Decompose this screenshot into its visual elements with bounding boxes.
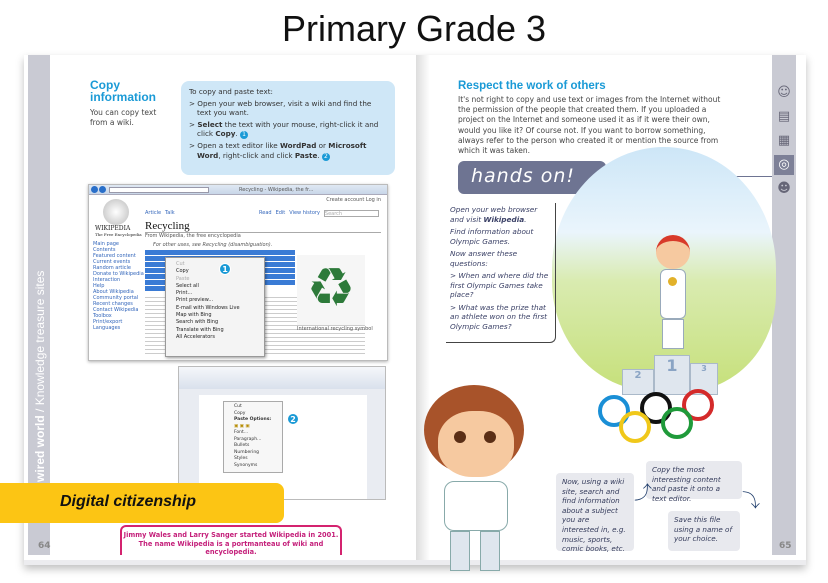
- slide-title: Primary Grade 3: [281, 8, 547, 49]
- tab-talk[interactable]: Talk: [165, 210, 175, 216]
- tip-bold: Microsoft Word: [197, 141, 367, 160]
- wiki-tagline: The Free Encyclopedia: [95, 232, 142, 237]
- question-2: > What was the prize that an athlete won on the first Olympic Games?: [450, 302, 548, 331]
- tip-bold: Copy: [215, 129, 236, 138]
- sidebar-link[interactable]: Interaction: [93, 277, 121, 283]
- article-actions: [259, 210, 379, 217]
- step-badge-2: 2: [287, 413, 299, 425]
- side-tab-bold: wired world: [33, 415, 47, 482]
- address-bar: [109, 187, 209, 193]
- instruction-2: Find information about Olympic Games.: [450, 227, 534, 246]
- menu-item-accelerators[interactable]: All Accelerators: [176, 333, 215, 340]
- recycling-symbol-image: ♻: [297, 255, 365, 325]
- arrow-icon: ⤴: [634, 483, 652, 504]
- chapter-icons-strip: [772, 55, 796, 555]
- menu-item-copy[interactable]: Copy: [176, 268, 189, 275]
- sidebar-link[interactable]: Community portal: [93, 295, 139, 301]
- menu-item-copy[interactable]: Copy: [234, 410, 246, 416]
- podium-1: 1: [654, 355, 690, 395]
- sidebar-link[interactable]: Contents: [93, 247, 116, 253]
- tab-read[interactable]: Read: [259, 210, 272, 216]
- article-subtitle: From Wikipedia, the free encyclopedia: [145, 233, 241, 239]
- wikipedia-globe-icon: [103, 199, 129, 225]
- wiki-sidebar: [93, 241, 143, 331]
- step-number: 1: [240, 131, 248, 139]
- gold-medal-icon: [668, 277, 677, 286]
- hands-on-badge: hands on!: [458, 161, 606, 194]
- menu-item-search[interactable]: Search with Bing: [176, 319, 219, 326]
- boy-athlete-illustration: [642, 235, 702, 355]
- word-ribbon: [179, 367, 385, 389]
- menu-item-styles[interactable]: Styles: [234, 456, 248, 461]
- sidebar-link[interactable]: Recent changes: [93, 301, 133, 307]
- side-tab-rest: / Knowledge treasure sites: [33, 270, 47, 416]
- activity-note-2: Copy the most interesting content and paste it onto a text editor.: [646, 461, 742, 499]
- article-title: Recycling: [145, 220, 381, 233]
- sidebar-link[interactable]: Donate to Wikipedia: [93, 271, 144, 277]
- hatnote: For other uses, see Recycling (disambiguation).: [153, 242, 273, 248]
- menu-item-email[interactable]: E-mail with Windows Live: [176, 304, 240, 311]
- tip-text: , right-click and click: [218, 150, 295, 160]
- tip-text: .: [317, 150, 320, 160]
- step-number: 2: [322, 153, 330, 161]
- tip-bold: WordPad: [280, 141, 317, 150]
- question-1: > When and where did the first Olympic Games take place?: [450, 271, 549, 299]
- sidebar-link[interactable]: Contact Wikipedia: [93, 307, 139, 313]
- group-icon: ☻: [777, 181, 791, 196]
- sidebar-link[interactable]: Featured content: [93, 253, 136, 259]
- menu-item-paste[interactable]: Paste: [176, 275, 190, 282]
- word-screenshot: [178, 366, 386, 500]
- menu-item-paragraph[interactable]: Paragraph...: [234, 436, 262, 442]
- section-paragraph: It's not right to copy and use text or images from the Internet without the permission of the people that created them. If you uploaded a project on the Internet and someone used it as if it were their own, would you like it? Of course not. If you want to borrow something, always refer to the person who created it or mention the source from which it was taken.: [458, 95, 721, 156]
- section-heading: Copy information: [90, 78, 156, 104]
- menu-item-numbering[interactable]: Numbering: [234, 449, 260, 455]
- people-icon: ☺: [777, 85, 791, 100]
- menu-item-bullets[interactable]: Bullets: [234, 443, 250, 448]
- section-subtext: You can copy text from a wiki.: [90, 108, 157, 127]
- image-caption: International recycling symbol: [297, 326, 373, 332]
- menu-item-cut[interactable]: Cut: [176, 261, 185, 267]
- sidebar-link[interactable]: Toolbox: [93, 313, 112, 319]
- page-number-right: 65: [779, 541, 792, 551]
- podium: [622, 349, 722, 395]
- step-badge-1: 1: [219, 263, 231, 275]
- menu-item-font[interactable]: Font...: [234, 430, 249, 435]
- menu-item-print-preview[interactable]: Print preview...: [176, 297, 214, 304]
- browser-tab: Recycling - Wikipedia, the fr...: [239, 187, 314, 193]
- tip-text: .: [235, 129, 238, 138]
- digital-citizenship-banner: Digital citizenship: [0, 483, 284, 523]
- tab-view-history[interactable]: View history: [289, 210, 320, 216]
- sidebar-link[interactable]: About Wikipedia: [93, 289, 134, 295]
- podium-2: 2: [622, 369, 654, 395]
- sidebar-link[interactable]: Main page: [93, 241, 120, 247]
- menu-item-map[interactable]: Map with Bing: [176, 312, 212, 319]
- article-tabs: [145, 210, 175, 216]
- document-icon: ▦: [777, 133, 791, 148]
- tip-intro: To copy and paste text:: [189, 87, 273, 96]
- tip-text: >: [189, 119, 198, 129]
- activity-note-3: Save this file using a name of your choice.: [668, 511, 740, 551]
- tab-edit[interactable]: Edit: [275, 210, 286, 216]
- word-context-menu: [223, 401, 283, 473]
- menu-item-synonyms[interactable]: Synonyms: [234, 462, 258, 468]
- tip-text: or: [316, 141, 329, 150]
- sidebar-link[interactable]: Random article: [93, 265, 131, 271]
- fun-fact: Jimmy Wales and Larry Sanger started Wikipedia in 2001. The name Wikipedia is a portmanteau of wiki and encyclopedia.: [120, 525, 342, 555]
- arrow-icon: ⤵: [742, 491, 760, 512]
- menu-item-select-all[interactable]: Select all: [176, 282, 199, 289]
- wiki-search-input[interactable]: Search: [324, 210, 379, 217]
- side-tab: [28, 55, 50, 555]
- tip-text: > Open a text editor like: [189, 141, 280, 150]
- sidebar-link[interactable]: Languages: [93, 325, 121, 331]
- wiki-name: [95, 226, 142, 237]
- tip-text: the text with your mouse, right-click it and click: [197, 119, 379, 138]
- instruction-bold: Wikipedia: [483, 214, 525, 224]
- hands-on-instructions: [446, 203, 556, 343]
- menu-item-paste-options[interactable]: Paste Options:: [234, 417, 272, 422]
- page-number-left: 64: [38, 541, 51, 551]
- sidebar-link[interactable]: Help: [93, 283, 105, 289]
- podium-3: 3: [690, 363, 718, 395]
- section-heading: Respect the work of others: [458, 80, 606, 92]
- tab-article[interactable]: Article: [145, 210, 162, 216]
- account-links: Create account Log in: [326, 197, 381, 203]
- instruction-text: Open your web browser and visit: [450, 205, 538, 224]
- tip-2: [189, 120, 387, 140]
- sidebar-link[interactable]: Current events: [93, 259, 131, 265]
- tip-3: [189, 141, 387, 161]
- menu-item-translate[interactable]: Translate with Bing: [176, 326, 224, 333]
- paste-icons[interactable]: ▣ ▣ ▣: [234, 423, 250, 429]
- context-menu: [165, 257, 265, 357]
- book-icon: ▤: [777, 109, 791, 124]
- girl-character-illustration: [424, 385, 574, 575]
- tip-bold: Paste: [294, 150, 318, 160]
- tip-1: [189, 99, 387, 118]
- globe-icon: ◎: [774, 155, 794, 175]
- wiki-name-text: WIKIPEDIA: [95, 225, 131, 232]
- tip-text: > Open your web browser, visit a wiki and find the text you want.: [189, 98, 372, 117]
- olympic-ring-green: [661, 407, 693, 439]
- back-icon: [91, 186, 98, 193]
- sidebar-link[interactable]: Print/export: [93, 319, 123, 325]
- browser-screenshot: [88, 184, 388, 361]
- instruction-3: Now answer these questions:: [450, 249, 518, 268]
- tip-bold: Select: [197, 119, 223, 129]
- instruction-1: Open your web browser and visit Wikipedia.: [450, 205, 538, 224]
- menu-item-cut[interactable]: Cut: [234, 404, 242, 409]
- activity-note-1: Now, using a wiki site, search and find information about a subject you are interested in, e.g. music, sports, comic books, etc.: [556, 473, 634, 551]
- tip-box: [181, 81, 395, 175]
- browser-toolbar: [89, 185, 387, 195]
- olympic-ring-yellow: [619, 411, 651, 443]
- forward-icon: [99, 186, 106, 193]
- menu-item-print[interactable]: Print...: [176, 290, 193, 297]
